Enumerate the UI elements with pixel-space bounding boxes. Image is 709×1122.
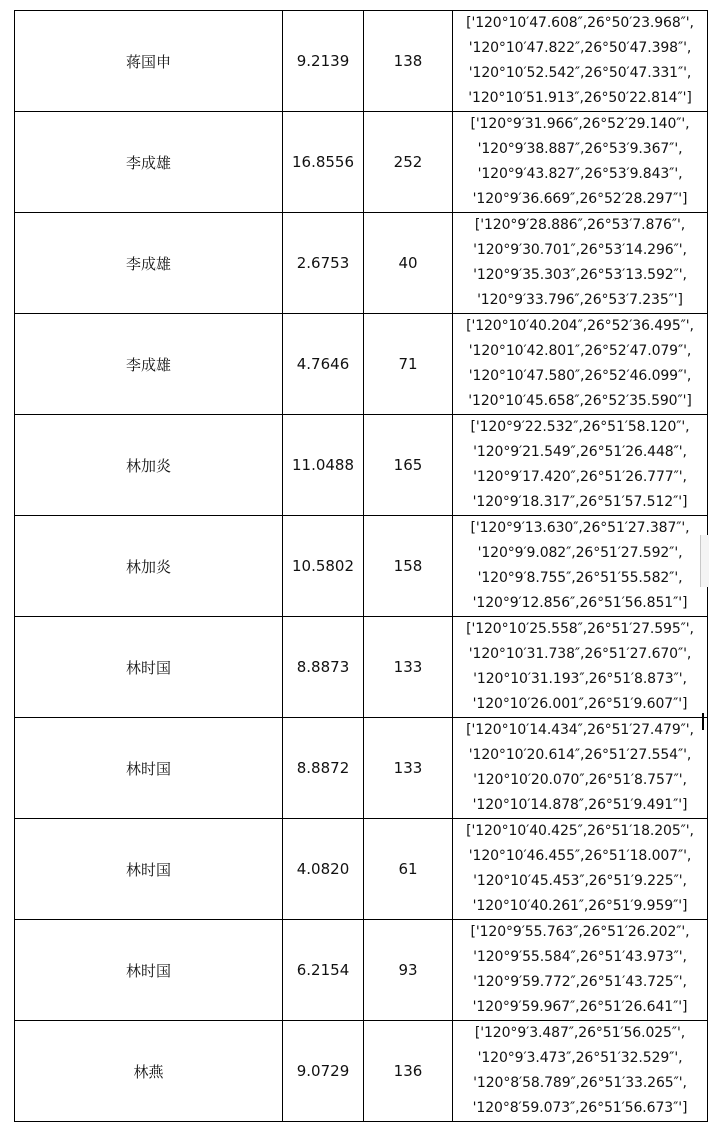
coordinate-line: '120°9′33.796″,26°53′7.235″'] xyxy=(477,292,683,308)
coordinate-line: '120°9′36.669″,26°52′28.297″'] xyxy=(472,191,688,207)
coordinate-line: '120°10′47.822″,26°50′47.398″', xyxy=(468,40,692,56)
coordinate-line: '120°10′42.801″,26°52′47.079″', xyxy=(468,343,692,359)
owner-name-cell: 蒋国申 xyxy=(15,11,283,112)
area-cell: 9.0729 xyxy=(283,1021,364,1122)
table-row xyxy=(15,718,708,819)
count-cell: 93 xyxy=(364,920,453,1021)
coordinate-line: ['120°9′55.763″,26°51′26.202″', xyxy=(470,924,690,940)
owner-name-cell: 李成雄 xyxy=(15,213,283,314)
owner-name-cell: 林时国 xyxy=(15,718,283,819)
coordinates-cell xyxy=(453,11,708,112)
count-cell: 71 xyxy=(364,314,453,415)
coordinate-line: ['120°9′3.487″,26°51′56.025″', xyxy=(474,1025,686,1041)
coordinate-line: '120°10′20.070″,26°51′8.757″', xyxy=(473,772,687,788)
count-cell: 158 xyxy=(364,516,453,617)
coordinate-line: '120°10′26.001″,26°51′9.607″'] xyxy=(472,696,688,712)
coordinate-line: ['120°9′28.886″,26°53′7.876″', xyxy=(474,217,686,233)
scroll-edge-handle[interactable] xyxy=(700,535,709,587)
area-cell: 16.8556 xyxy=(283,112,364,213)
coordinate-line: '120°9′12.856″,26°51′56.851″'] xyxy=(472,595,688,611)
coordinate-line: '120°10′46.455″,26°51′18.007″', xyxy=(468,848,692,864)
coordinate-line: ['120°9′31.966″,26°52′29.140″', xyxy=(470,116,690,132)
coordinates-cell xyxy=(453,213,708,314)
owner-name-cell: 林燕 xyxy=(15,1021,283,1122)
table-row xyxy=(15,516,708,617)
table-row xyxy=(15,1021,708,1122)
coordinate-line: '120°10′45.658″,26°52′35.590″'] xyxy=(468,393,692,409)
table-row xyxy=(15,920,708,1021)
coordinate-line: '120°9′35.303″,26°53′13.592″', xyxy=(473,267,687,283)
coordinate-line: '120°10′45.453″,26°51′9.225″', xyxy=(473,873,687,889)
table-row xyxy=(15,213,708,314)
coordinate-line: ['120°9′22.532″,26°51′58.120″', xyxy=(470,419,690,435)
table-row xyxy=(15,314,708,415)
count-cell: 40 xyxy=(364,213,453,314)
coordinate-line: '120°8′59.073″,26°51′56.673″'] xyxy=(472,1100,688,1116)
coordinates-cell xyxy=(453,819,708,920)
coordinates-cell xyxy=(453,617,708,718)
area-cell: 4.0820 xyxy=(283,819,364,920)
coordinate-line: '120°9′9.082″,26°51′27.592″', xyxy=(477,545,683,561)
table-row xyxy=(15,11,708,112)
count-cell: 133 xyxy=(364,617,453,718)
coordinate-line: '120°9′30.701″,26°53′14.296″', xyxy=(473,242,687,258)
table-row xyxy=(15,617,708,718)
coordinate-line: ['120°10′40.425″,26°51′18.205″', xyxy=(466,823,694,839)
text-cursor xyxy=(702,713,704,730)
count-cell: 136 xyxy=(364,1021,453,1122)
coordinate-line: '120°9′3.473″,26°51′32.529″', xyxy=(477,1050,683,1066)
coordinate-line: '120°10′40.261″,26°51′9.959″'] xyxy=(472,898,688,914)
coordinate-line: '120°9′8.755″,26°51′55.582″', xyxy=(477,570,683,586)
owner-name-cell: 林加炎 xyxy=(15,415,283,516)
table-row xyxy=(15,819,708,920)
owner-name-cell: 林加炎 xyxy=(15,516,283,617)
coordinates-cell xyxy=(453,920,708,1021)
owner-name-cell: 李成雄 xyxy=(15,112,283,213)
coordinate-line: '120°9′59.772″,26°51′43.725″', xyxy=(473,974,687,990)
coordinates-cell xyxy=(453,112,708,213)
area-cell: 8.8872 xyxy=(283,718,364,819)
coordinate-line: '120°9′59.967″,26°51′26.641″'] xyxy=(472,999,688,1015)
coordinate-line: '120°10′20.614″,26°51′27.554″', xyxy=(468,747,692,763)
coordinate-line: '120°10′14.878″,26°51′9.491″'] xyxy=(472,797,688,813)
count-cell: 165 xyxy=(364,415,453,516)
land-parcel-table xyxy=(14,10,708,1122)
coordinate-line: '120°9′18.317″,26°51′57.512″'] xyxy=(472,494,688,510)
area-cell: 6.2154 xyxy=(283,920,364,1021)
owner-name-cell: 林时国 xyxy=(15,617,283,718)
coordinate-line: '120°9′38.887″,26°53′9.367″', xyxy=(477,141,683,157)
count-cell: 133 xyxy=(364,718,453,819)
count-cell: 138 xyxy=(364,11,453,112)
area-cell: 11.0488 xyxy=(283,415,364,516)
area-cell: 8.8873 xyxy=(283,617,364,718)
count-cell: 61 xyxy=(364,819,453,920)
owner-name-cell: 李成雄 xyxy=(15,314,283,415)
table-row xyxy=(15,415,708,516)
coordinate-line: '120°9′21.549″,26°51′26.448″', xyxy=(473,444,687,460)
coordinate-line: '120°10′52.542″,26°50′47.331″', xyxy=(468,65,692,81)
coordinate-line: '120°10′47.580″,26°52′46.099″', xyxy=(468,368,692,384)
area-cell: 10.5802 xyxy=(283,516,364,617)
coordinates-cell xyxy=(453,1021,708,1122)
area-cell: 2.6753 xyxy=(283,213,364,314)
coordinate-line: ['120°10′47.608″,26°50′23.968″', xyxy=(466,15,694,31)
table-row xyxy=(15,112,708,213)
coordinate-line: '120°10′31.193″,26°51′8.873″', xyxy=(473,671,687,687)
coordinate-line: '120°8′58.789″,26°51′33.265″', xyxy=(473,1075,687,1091)
area-cell: 4.7646 xyxy=(283,314,364,415)
coordinates-cell xyxy=(453,516,708,617)
coordinate-line: ['120°10′40.204″,26°52′36.495″', xyxy=(466,318,694,334)
owner-name-cell: 林时国 xyxy=(15,920,283,1021)
area-cell: 9.2139 xyxy=(283,11,364,112)
coordinate-line: '120°10′31.738″,26°51′27.670″', xyxy=(468,646,692,662)
coordinate-line: '120°10′51.913″,26°50′22.814″'] xyxy=(468,90,692,106)
coordinate-line: ['120°10′25.558″,26°51′27.595″', xyxy=(466,621,694,637)
coordinates-cell xyxy=(453,314,708,415)
coordinate-line: '120°9′17.420″,26°51′26.777″', xyxy=(473,469,687,485)
coordinates-cell xyxy=(453,415,708,516)
coordinate-line: '120°9′55.584″,26°51′43.973″', xyxy=(473,949,687,965)
count-cell: 252 xyxy=(364,112,453,213)
coordinate-line: ['120°10′14.434″,26°51′27.479″', xyxy=(466,722,694,738)
coordinate-line: ['120°9′13.630″,26°51′27.387″', xyxy=(470,520,690,536)
owner-name-cell: 林时国 xyxy=(15,819,283,920)
coordinate-line: '120°9′43.827″,26°53′9.843″', xyxy=(477,166,683,182)
coordinates-cell xyxy=(453,718,708,819)
